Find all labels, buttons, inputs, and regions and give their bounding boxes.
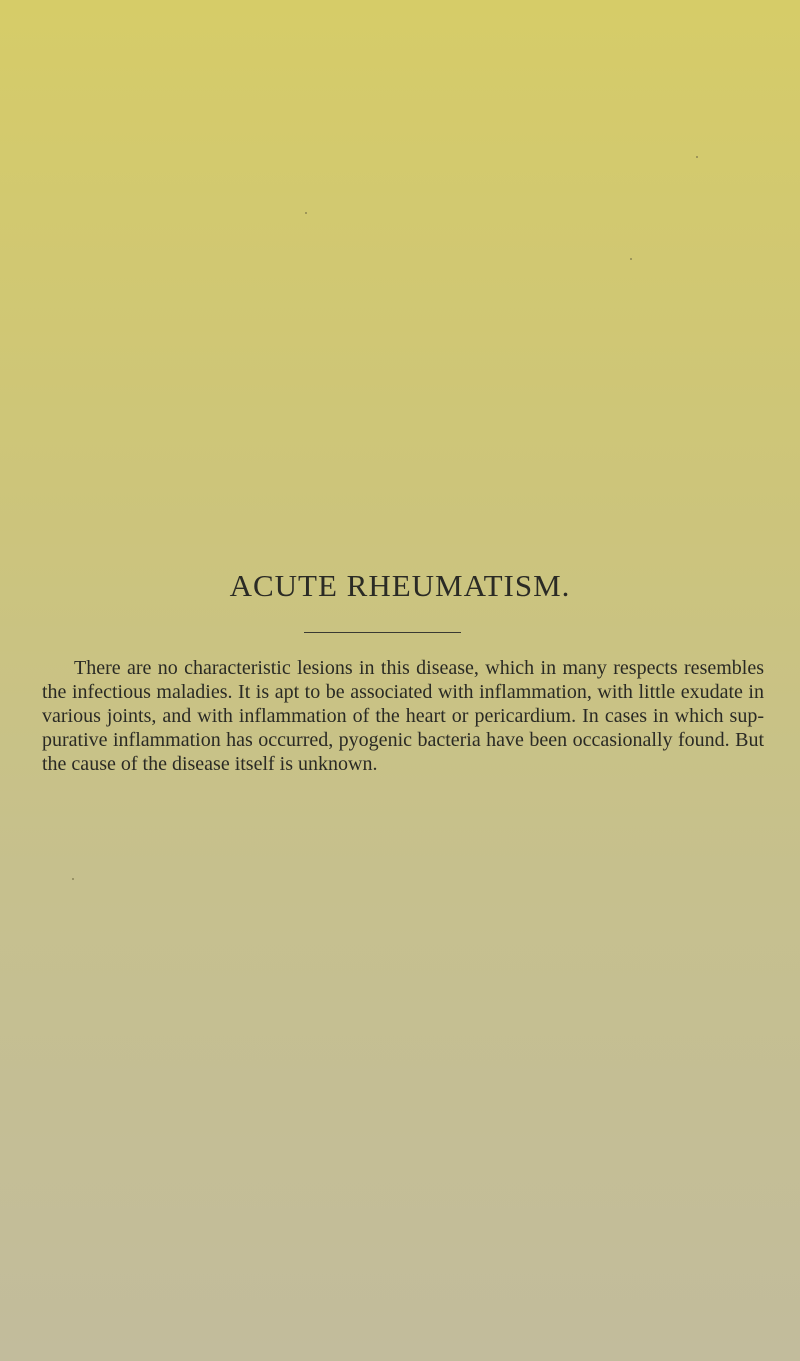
paper-speck [630, 258, 632, 260]
paper-speck [305, 212, 307, 214]
page-title: ACUTE RHEUMATISM. [229, 568, 571, 603]
body-paragraph: There are no characteristic lesions in this disease, which in many respects resembles the infectious maladies. It is apt to be associated with inflammation, with little exudate in various joints, and with inflammation of the heart or pericardium. In cases in which sup-purative inflammation has occurred, pyogenic bacteria have been occasionally found. But the cause of the disease itself is unknown. [42, 657, 764, 775]
paper-speck [696, 156, 698, 158]
title-divider [304, 632, 461, 633]
paper-speck [72, 878, 74, 880]
